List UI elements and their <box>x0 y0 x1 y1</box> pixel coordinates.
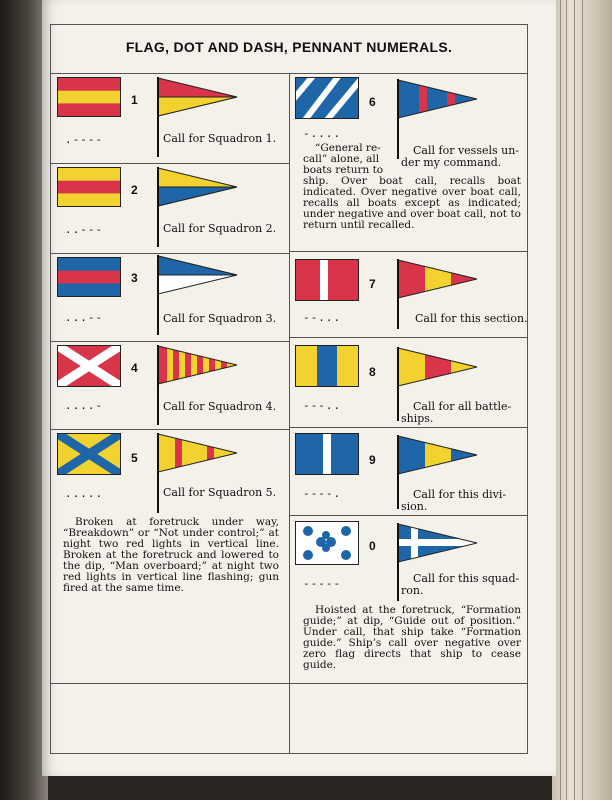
flag-numeral-1 <box>57 77 121 117</box>
flag-numeral-4 <box>57 345 121 387</box>
dot-dash-code: ..... <box>65 487 104 500</box>
flag-staff <box>397 347 399 421</box>
call-text: Call for Squadron 2. <box>163 222 277 235</box>
call-text: Call for Squadron 3. <box>163 312 277 325</box>
pennant-numeral-0 <box>397 523 479 563</box>
row-rule <box>51 341 289 342</box>
flag-staff <box>157 433 159 513</box>
flag-staff <box>157 167 159 247</box>
pennant-numeral-1 <box>157 77 239 117</box>
flag-numeral-3 <box>57 257 121 297</box>
pennant-numeral-5 <box>157 433 239 473</box>
note-numeral-5: Broken at foretruck under way, “Breakdown” or “Not under control;” at night two red lights in vertical line. Broken at the foretruck and lowered to the dip, “Man overboard;” at night two red lights in vertical line flashing; gun fired at the same time. <box>63 516 279 594</box>
dot-dash-code: -.... <box>303 127 342 140</box>
flag-numeral-9 <box>295 433 359 475</box>
flag-numeral-2 <box>57 167 121 207</box>
flag-numeral-8 <box>295 345 359 387</box>
row-rule <box>289 427 527 428</box>
flag-staff <box>157 77 159 157</box>
pennant-numeral-7 <box>397 259 479 299</box>
numeral-label: 1 <box>131 93 138 107</box>
flag-staff <box>397 435 399 509</box>
flag-staff <box>157 255 159 335</box>
numeral-label: 7 <box>369 277 376 291</box>
numeral-label: 2 <box>131 183 138 197</box>
row-rule <box>51 429 289 430</box>
dot-dash-code: ----- <box>303 577 342 590</box>
call-text: Call for all battle- ships. <box>401 400 512 425</box>
flag-staff <box>157 345 159 425</box>
call-text: Call for Squadron 4. <box>163 400 277 413</box>
book-spine-shadow <box>0 0 48 800</box>
call-text: Call for this squad- ron. <box>401 572 520 597</box>
book-page <box>42 0 556 776</box>
note-numeral-6: ship. Over boat call, recalls boat indicated. Over negative over boat call, recalls all boats except as indicated; under negative and over boat call, not to return until recalled. <box>303 175 521 231</box>
numeral-label: 5 <box>131 451 138 465</box>
flag-staff <box>397 79 399 159</box>
row-rule <box>51 683 289 684</box>
call-text: Call for this section. <box>415 312 528 325</box>
pennant-numeral-9 <box>397 435 479 475</box>
row-rule <box>51 163 289 164</box>
numeral-label: 0 <box>369 539 376 553</box>
table-frame <box>50 24 528 754</box>
pennant-numeral-2 <box>157 167 239 207</box>
dot-dash-code: ..--- <box>65 223 104 236</box>
note-numeral-0: Hoisted at the foretruck, “Formation guide;” at dip, “Guide out of position.” Under call, that ship take “Formation guide.” Ship’s call over negative over zero flag directs that ship to cease guide. <box>303 604 521 671</box>
call-text: Call for vessels un- der my command. <box>401 144 520 169</box>
dot-dash-code: ....- <box>65 399 104 412</box>
pennant-numeral-4 <box>157 345 239 385</box>
dot-dash-code: ----. <box>303 487 342 500</box>
row-rule <box>289 251 527 252</box>
call-text: Call for Squadron 5. <box>163 486 277 499</box>
row-rule <box>289 337 527 338</box>
note-head-numeral-6: “General re- call” alone, all boats return to <box>303 142 384 176</box>
flag-staff <box>397 523 399 601</box>
numeral-label: 9 <box>369 453 376 467</box>
dot-dash-code: ...-- <box>65 311 104 324</box>
row-rule <box>51 253 289 254</box>
flag-staff <box>397 259 399 329</box>
dot-dash-code: ---.. <box>303 399 342 412</box>
call-text: Call for this divi- sion. <box>401 488 507 513</box>
column-divider <box>289 73 290 753</box>
pennant-numeral-8 <box>397 347 479 387</box>
pennant-numeral-6 <box>397 79 479 119</box>
row-rule <box>289 515 527 516</box>
numeral-label: 6 <box>369 95 376 109</box>
pennant-numeral-3 <box>157 255 239 295</box>
call-text: Call for Squadron 1. <box>163 132 277 145</box>
flag-numeral-6 <box>295 77 359 119</box>
flag-numeral-7 <box>295 259 359 301</box>
flag-numeral-5 <box>57 433 121 475</box>
page-title: FLAG, DOT AND DASH, PENNANT NUMERALS. <box>125 39 453 55</box>
numeral-label: 4 <box>131 361 138 375</box>
numeral-label: 3 <box>131 271 138 285</box>
row-rule <box>289 683 527 684</box>
dot-dash-code: .---- <box>65 133 104 146</box>
numeral-label: 8 <box>369 365 376 379</box>
flag-numeral-0 <box>295 521 359 565</box>
page-edges <box>552 0 612 800</box>
dot-dash-code: --... <box>303 311 342 324</box>
